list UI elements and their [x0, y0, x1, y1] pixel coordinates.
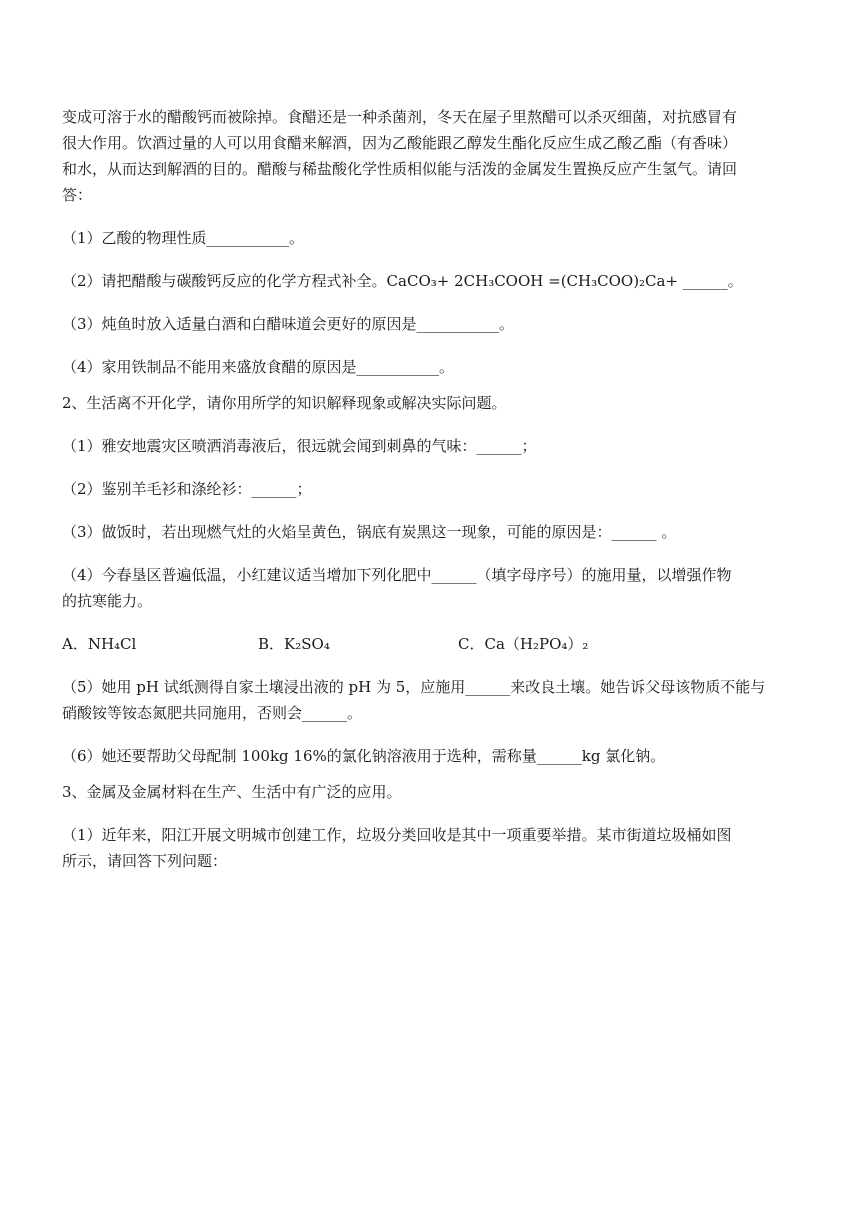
q2-subquestion-6: （6）她还要帮助父母配制 100kg 16%的氯化钠溶液用于选种，需称量______kg 氯化钠。 — [62, 747, 666, 765]
option-a: A．NH₄Cl — [62, 635, 137, 653]
q2-subquestion-4-line: （4）今春垦区普遍低温，小红建议适当增加下列化肥中______（填字母序号）的施用量，以增强作物 — [62, 566, 732, 584]
q1-subquestion-1: （1）乙酸的物理性质___________。 — [62, 229, 305, 247]
q2-subquestion-1: （1）雅安地震灾区喷洒消毒液后，很远就会闻到刺鼻的气味：______； — [62, 437, 537, 455]
option-c: C．Ca（H₂PO₄）₂ — [458, 635, 589, 653]
document-page — [62, 104, 802, 874]
q3-title: 3、金属及金属材料在生产、生活中有广泛的应用。 — [62, 783, 402, 801]
intro-line: 和水，从而达到解酒的目的。醋酸与稀盐酸化学性质相似能与活泼的金属发生置换反应产生氢气。请回 — [62, 160, 738, 178]
intro-line: 答： — [62, 186, 93, 204]
q3-subquestion-1-line: 所示，请回答下列问题： — [62, 852, 228, 870]
q1-subquestion-4: （4）家用铁制品不能用来盛放食醋的原因是___________。 — [62, 358, 455, 376]
q2-subquestion-5-line: （5）她用 pH 试纸测得自家土壤浸出液的 pH 为 5，应施用______来改良土壤。她告诉父母该物质不能与 — [62, 678, 766, 696]
q2-subquestion-2: （2）鉴别羊毛衫和涤纶衫：______； — [62, 480, 312, 498]
q3-subquestion-1-line: （1）近年来，阳江开展文明城市创建工作，垃圾分类回收是其中一项重要举措。某市街道垃圾桶如图 — [62, 826, 732, 844]
option-b: B．K₂SO₄ — [258, 635, 330, 653]
q1-subquestion-3: （3）炖鱼时放入适量白酒和白醋味道会更好的原因是___________。 — [62, 315, 515, 333]
q2-title: 2、生活离不开化学，请你用所学的知识解释现象或解决实际问题。 — [62, 394, 507, 412]
q2-subquestion-3: （3）做饭时，若出现燃气灶的火焰呈黄色，锅底有炭黑这一现象，可能的原因是：______ 。 — [62, 523, 677, 541]
intro-line: 变成可溶于水的醋酸钙而被除掉。食醋还是一种杀菌剂，冬天在屋子里熬醋可以杀灭细菌，对抗感冒有 — [62, 108, 738, 126]
fertilizer-options — [62, 631, 802, 657]
q2-subquestion-5-line: 硝酸铵等铵态氮肥共同施用，否则会______。 — [62, 704, 363, 722]
q1-subquestion-2: （2）请把醋酸与碳酸钙反应的化学方程式补全。CaCO₃+ 2CH₃COOH =(CH₃COO)₂Ca+ ______。 — [62, 272, 743, 290]
intro-line: 很大作用。饮酒过量的人可以用食醋来解酒，因为乙酸能跟乙醇发生酯化反应生成乙酸乙酯（有香味） — [62, 134, 738, 152]
q2-subquestion-4-line: 的抗寒能力。 — [62, 592, 153, 610]
